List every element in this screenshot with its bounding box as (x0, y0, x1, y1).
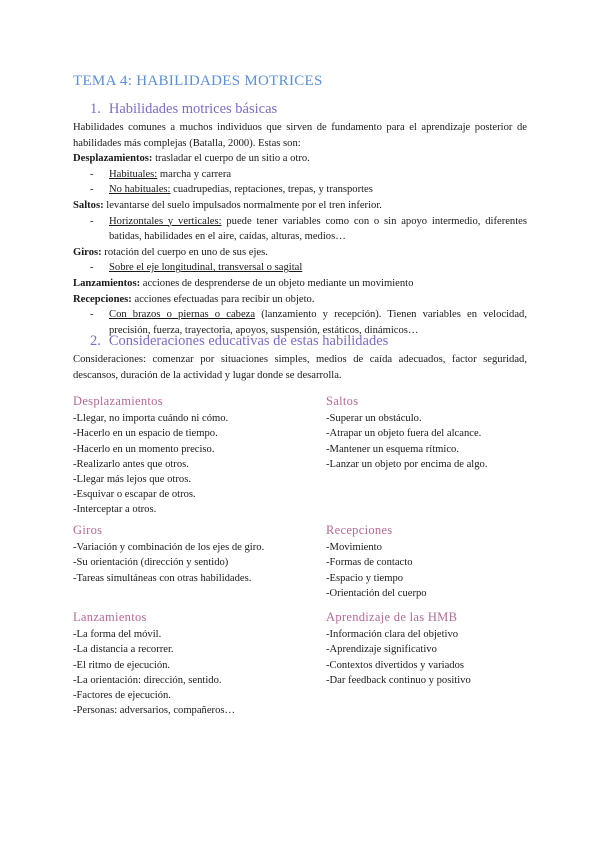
definition-giros: Giros: rotación del cuerpo en uno de sus ejes. (73, 246, 268, 258)
column-heading: Saltos (326, 394, 359, 408)
list-recepciones (326, 523, 566, 601)
list-item: -Tareas simultáneas con otras habilidades. (73, 572, 252, 584)
list-item: -Dar feedback continuo y positivo (326, 674, 471, 686)
list-item: -El ritmo de ejecución. (73, 659, 171, 671)
bullet-item: - Con brazos o piernas o cabeza (lanzamiento y recepción). Tienen variables en velocidad, precisión, fuerza, trayectoria, apoyos, suspensión, estáticos, dinámicos… (90, 309, 527, 336)
column-heading: Recepciones (326, 523, 393, 537)
list-item: -Llegar, no importa cuándo ni cómo. (73, 413, 229, 425)
list-item: -Hacerlo en un espacio de tiempo. (73, 428, 218, 440)
list-giros (73, 523, 313, 586)
list-item: -La orientación: dirección, sentido. (73, 674, 222, 686)
list-item: -Hacerlo en un momento preciso. (73, 443, 215, 455)
section-heading-1 (90, 101, 277, 118)
list-item: -Factores de ejecución. (73, 690, 171, 702)
list-item: -Superar un obstáculo. (326, 413, 422, 425)
section-heading-2 (90, 333, 388, 350)
column-heading: Giros (73, 523, 103, 537)
list-aprendizaje-hmb (326, 610, 566, 688)
list-item: -Información clara del objetivo (326, 629, 459, 641)
column-heading: Aprendizaje de las HMB (326, 610, 458, 624)
list-item: -Mantener un esquema rítmico. (326, 443, 459, 455)
definition-recepciones: Recepciones: acciones efectuadas para recibir un objeto. (73, 293, 315, 305)
list-item: -Llegar más lejos que otros. (73, 474, 191, 486)
list-item: -La distancia a recorrer. (73, 644, 174, 656)
section-number: 2. (90, 333, 101, 349)
list-item: -Formas de contacto (326, 557, 413, 569)
document-title: TEMA 4: HABILIDADES MOTRICES (73, 73, 323, 89)
section-title: Consideraciones educativas de estas habilidades (108, 333, 389, 349)
list-item: -Personas: adversarios, compañeros… (73, 705, 236, 717)
list-item: -Su orientación (dirección y sentido) (73, 557, 229, 569)
section-title: Habilidades motrices básicas (108, 101, 278, 117)
list-item: -Orientación del cuerpo (326, 587, 427, 599)
list-item: -Lanzar un objeto por encima de algo. (326, 458, 488, 470)
bullet-item: - Horizontales y verticales: puede tener variables como con o sin apoyo intermedio, diferentes batidas, habilidades en el aire, caídas, alturas, medios… (90, 215, 527, 243)
definition-saltos: Saltos: levantarse del suelo impulsados normalmente por el tren inferior. (73, 199, 382, 211)
list-item: -Variación y combinación de los ejes de giro. (73, 542, 265, 554)
list-item: -Realizarlo antes que otros. (73, 458, 189, 470)
column-heading: Desplazamientos (73, 394, 163, 408)
list-item: -Aprendizaje significativo (326, 644, 437, 656)
definition-desplazamientos: Desplazamientos: trasladar el cuerpo de un sitio a otro. (73, 153, 310, 165)
list-item: -Espacio y tiempo (326, 572, 404, 584)
list-lanzamientos (73, 610, 313, 718)
list-item: -Contextos divertidos y variados (326, 659, 464, 671)
list-saltos (326, 394, 566, 472)
bullet-item: - No habituales: cuadrupedias, reptaciones, trepas, y transportes (90, 184, 373, 196)
bullet-item: - Habituales: marcha y carrera (90, 168, 232, 180)
bullet-item: - Sobre el eje longitudinal, transversal o sagital (90, 262, 303, 274)
section-number: 1. (90, 101, 101, 117)
section-2-body (73, 352, 527, 383)
definition-lanzamientos: Lanzamientos: acciones de desprenderse de un objeto mediante un movimiento (73, 277, 414, 289)
section-1-body (73, 120, 527, 338)
column-heading: Lanzamientos (73, 610, 147, 624)
list-item: -La forma del móvil. (73, 629, 162, 641)
list-desplazamientos (73, 394, 313, 518)
list-item: -Interceptar a otros. (73, 504, 157, 516)
considerations-paragraph: Consideraciones: comenzar por situaciones simples, medios de caída adecuados, factor seguridad, descansos, duración de la actividad y lugar donde se desarrolla. (73, 354, 527, 381)
list-item: -Atrapar un objeto fuera del alcance. (326, 428, 482, 440)
list-item: -Movimiento (326, 542, 382, 554)
list-item: -Esquivar o escapar de otros. (73, 489, 196, 501)
intro-paragraph: Habilidades comunes a muchos individuos que sirven de fundamento para el aprendizaje posterior de habilidades más complejas (Batalla, 2000). Estas son: (73, 122, 527, 149)
